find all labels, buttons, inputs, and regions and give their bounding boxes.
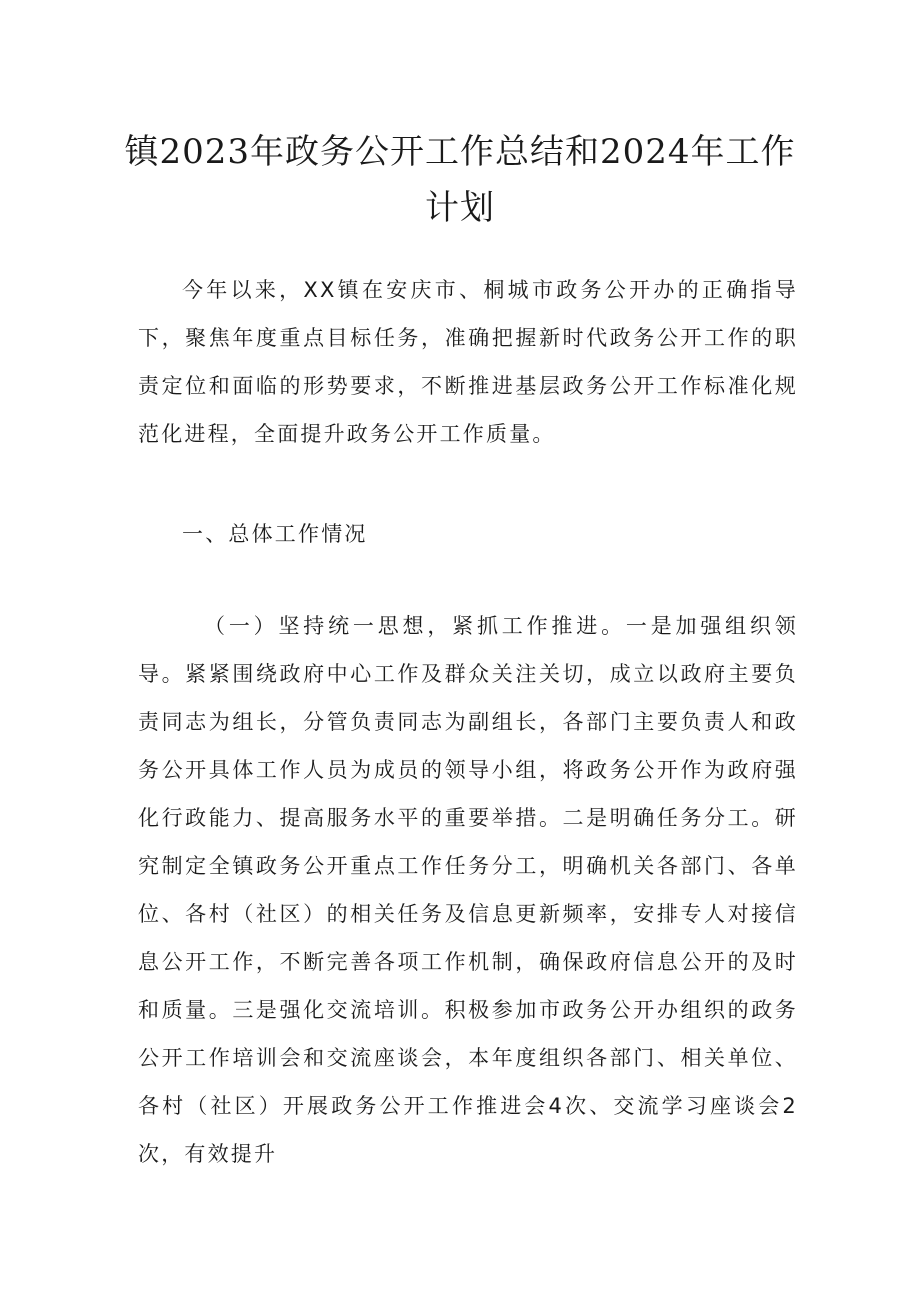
document-title-line-2: 计划: [425, 188, 495, 228]
section-heading: 一、总体工作情况: [182, 522, 368, 546]
intro-paragraph: 今年以来，XX镇在安庆市、桐城市政务公开办的正确指导下，聚焦年度重点目标任务，准确把握新时代政务公开工作的职责定位和面临的形势要求，不断推进基层政务公开工作标准化规范化进程，全面提升政务公开工作质量。: [138, 278, 798, 446]
document-title-line-1: 镇2023年政务公开工作总结和2024年工作: [124, 132, 796, 172]
section-paragraph: （一）坚持统一思想，紧抓工作推进。一是加强组织领导。紧紧围绕政府中心工作及群众关注关切，成立以政府主要负责同志为组长，分管负责同志为副组长，各部门主要负责人和政务公开具体工作人员为成员的领导小组，将政务公开作为政府强化行政能力、提高服务水平的重要举措。二是明确任务分工。研究制定全镇政务公开重点工作任务分工，明确机关各部门、各单位、各村（社区）的相关任务及信息更新频率，安排专人对接信息公开工作，不断完善各项工作机制，确保政府信息公开的及时和质量。三是强化交流培训。积极参加市政务公开办组织的政务公开工作培训会和交流座谈会，本年度组织各部门、相关单位、各村（社区）开展政务公开工作推进会4次、交流学习座谈会2次，有效提升: [138, 614, 798, 1166]
